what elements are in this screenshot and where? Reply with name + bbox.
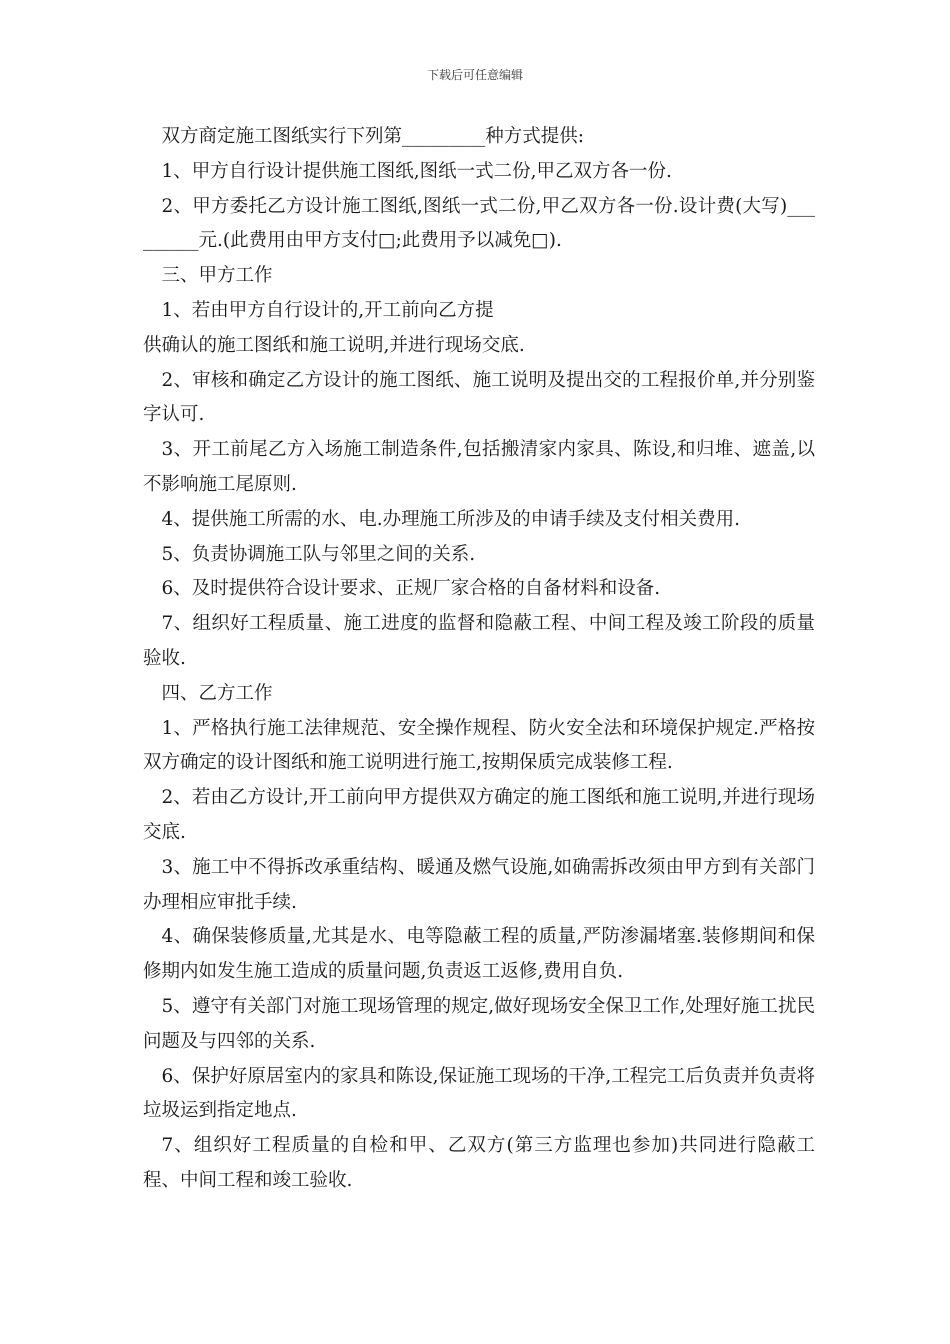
paragraph-party-b-design: 2、甲方委托乙方设计施工图纸,图纸一式二份,甲乙双方各一份.设计费(大写)_________元.(此费用由甲方支付□;此费用予以减免□). — [143, 195, 815, 252]
paragraph-drawing-methods: 双方商定施工图纸实行下列第_________种方式提供: — [161, 126, 584, 147]
paragraph-b-5: 5、遵守有关部门对施工现场管理的规定,做好现场安全保卫工作,处理好施工扰民问题及与四邻的关系. — [143, 995, 815, 1052]
paragraph-b-7: 7、组织好工程质量的自检和甲、乙双方(第三方监理也参加)共同进行隐蔽工程、中间工程和竣工验收. — [143, 1135, 815, 1191]
paragraph-a-3: 3、开工前尾乙方入场施工制造条件,包括搬清家内家具、陈设,和归堆、遮盖,以不影响施工尾原则. — [143, 439, 815, 495]
paragraph-a-7: 7、组织好工程质量、施工进度的监督和隐蔽工程、中间工程及竣工阶段的质量验收. — [143, 613, 815, 669]
paragraph-a-6: 6、及时提供符合设计要求、正规厂家合格的自备材料和设备. — [161, 578, 661, 600]
paragraph-a-1-part2: 供确认的施工图纸和施工说明,并进行现场交底. — [143, 334, 525, 356]
paragraph-a-2: 2、审核和确定乙方设计的施工图纸、施工说明及提出交的工程报价单,并分别鉴字认可. — [143, 369, 815, 426]
paragraph-b-1: 1、严格执行施工法律规范、安全操作规程、防火安全法和环境保护规定.严格按双方确定的设计图纸和施工说明进行施工,按期保质完成装修工程. — [143, 717, 815, 774]
paragraph-b-6: 6、保护好原居室内的家具和陈设,保证施工现场的干净,工程完工后负责并负责将垃圾运到指定地点. — [143, 1065, 815, 1122]
paragraph-a-4: 4、提供施工所需的水、电.办理施工所涉及的申请手续及支付相关费用. — [161, 508, 741, 530]
document-body — [143, 120, 815, 1199]
paragraph-b-3: 3、施工中不得拆改承重结构、暖通及燃气设施,如确需拆改须由甲方到有关部门办理相应审批手续. — [143, 856, 815, 913]
page-header: 下载后可任意编辑 — [426, 68, 523, 82]
section-heading-party-b-work: 四、乙方工作 — [161, 682, 273, 704]
paragraph-b-4: 4、确保装修质量,尤其是水、电等隐蔽工程的质量,严防渗漏堵塞.装修期间和保修期内如发生施工造成的质量问题,负责返工返修,费用自负. — [143, 926, 815, 983]
paragraph-a-1-part1: 1、若由甲方自行设计的,开工前向乙方提 — [161, 299, 494, 321]
paragraph-party-a-design: 1、甲方自行设计提供施工图纸,图纸一式二份,甲乙双方各一份. — [161, 160, 672, 182]
paragraph-a-5: 5、负责协调施工队与邻里之间的关系. — [161, 543, 476, 565]
paragraph-b-2: 2、若由乙方设计,开工前向甲方提供双方确定的施工图纸和施工说明,并进行现场交底. — [143, 787, 815, 843]
section-heading-party-a-work: 三、甲方工作 — [161, 265, 273, 287]
